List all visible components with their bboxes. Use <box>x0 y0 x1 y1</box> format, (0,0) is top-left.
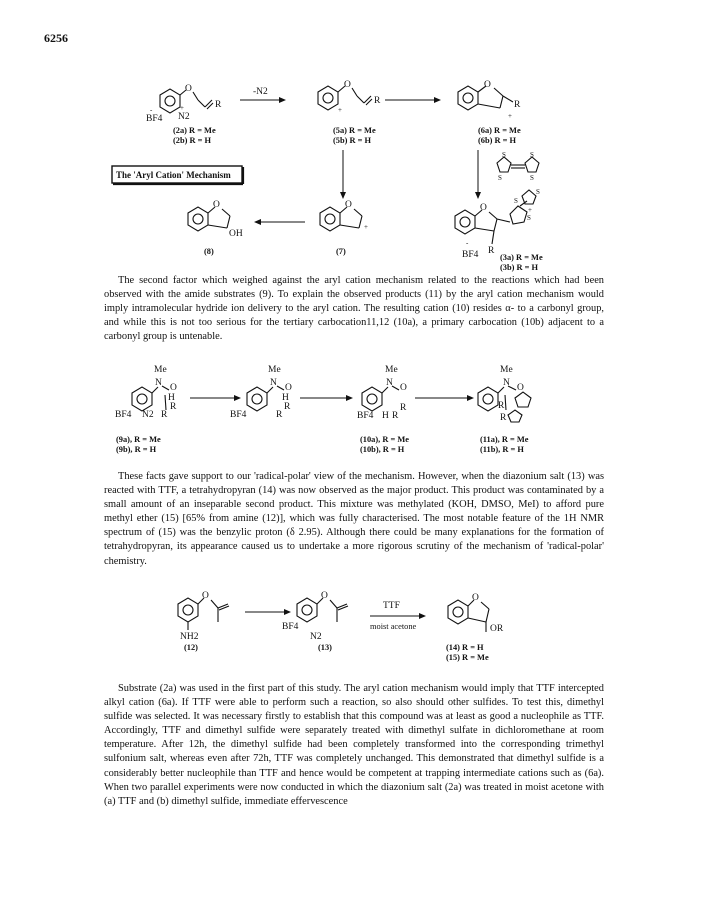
label-11b: (11b), R = H <box>480 445 524 454</box>
label-13: (13) <box>318 643 332 652</box>
svg-text:S: S <box>530 174 534 182</box>
label-8: (8) <box>204 247 214 256</box>
arrow-label-n2: -N2 <box>253 87 268 97</box>
svg-text:N: N <box>155 378 162 388</box>
svg-text:O: O <box>480 203 487 213</box>
svg-text:S: S <box>514 197 518 205</box>
svg-text:O: O <box>202 591 209 601</box>
structure-10 <box>357 365 407 421</box>
label-6b: (6b) R = H <box>478 136 517 145</box>
svg-text:BF4: BF4 <box>282 622 299 632</box>
svg-text:H: H <box>168 393 175 403</box>
scheme-tetrahydropyran <box>0 584 701 674</box>
svg-text:R: R <box>500 413 507 423</box>
svg-text:O: O <box>321 591 328 601</box>
svg-text:R: R <box>284 402 291 412</box>
structure-7 <box>320 200 368 231</box>
ttf-structure <box>497 151 539 182</box>
page-number: 6256 <box>44 31 68 45</box>
label-15: (15) R = Me <box>446 653 489 662</box>
svg-text:+: + <box>364 223 368 231</box>
svg-text:N: N <box>386 378 393 388</box>
svg-text:H: H <box>282 393 289 403</box>
structure-8 <box>188 200 243 239</box>
bf4-2: BF4 <box>146 114 163 124</box>
label-14: (14) R = H <box>446 643 484 652</box>
paragraph-2: These facts gave support to our 'radical-polar' view of the mechanism. However, when the diazonium salt (13) was reacted with TTF, a tetrahydropyran (14) was now observed as the major product. This product was contaminated by a small amount of an inseparable second product. This mixture was methylated (KOH, DMSO, MeI) to afford pure methyl ether (15) [65% from amine (12)], which was fully characterised. The most notable feature of the 1H NMR spectrum of (15) was the benzylic proton (δ 2.95). Although there could be many explanations for the formation of tetrahydropyran, its appearance caused us to undertake a more rigorous scrutiny of the mechanism of 'radical-polar' chemistry. <box>104 471 604 567</box>
atom-oh: OH <box>229 229 243 239</box>
svg-text:Me: Me <box>500 365 513 375</box>
svg-text:BF4: BF4 <box>357 411 374 421</box>
bf4-3: BF4 <box>462 250 479 260</box>
svg-text:O: O <box>285 383 292 393</box>
svg-text:R: R <box>276 410 283 420</box>
svg-text:R: R <box>392 411 399 421</box>
paragraph-3: Substrate (2a) was used in the first part of this study. The aryl cation mechanism would imply that TTF intercepted alkyl cation (6a). If TTF were able to perform such a reaction, so also should other sulfides. To test this, dimethyl sulfide was selected. It was necessary firstly to establish that this compound was at least as good a nucleophile as TTF. Accordingly, TTF and dimethyl sulfide were separately treated with dimethyl sulfate in dichloromethane at room temperature. After 12h, the dimethyl sulfide had been completely transformed into the corresponding trimethyl sulfonium salt, whereas even after 72h, TTF was completely unchanged. This demonstrated that dimethyl sulfide is a considerably better nucleophile than TTF and hence would be competent at trapping intermediate cations such as (6a). When two parallel experiments were now conducted in which the diazonium salt (2a) was treated in moist acetone with (a) TTF and (b) dimethyl sulfide, immediate effervescence <box>104 683 604 807</box>
label-3b: (3b) R = H <box>500 263 539 272</box>
svg-text:R: R <box>374 96 381 106</box>
svg-text:O: O <box>213 200 220 210</box>
paragraph-1: The second factor which weighed against the aryl cation mechanism related to the reactions which had been observed with the amide substrates (9). To explain the observed products (11) by the aryl cation mechanism would imply intramolecular hydride ion delivery to the aryl cation. The resulting cation (10) resides α- to a carbonyl group, and while this is not too serious for the tertiary carbocation11,12 (10a), a primary carbocation (10b) adjacent to a carbonyl group is untenable. <box>104 275 604 343</box>
label-11a: (11a), R = Me <box>480 435 529 444</box>
svg-text:S: S <box>530 151 534 159</box>
label-7: (7) <box>336 247 346 256</box>
svg-text:-: - <box>150 106 153 114</box>
svg-text:R: R <box>488 246 495 256</box>
svg-text:H: H <box>382 411 389 421</box>
svg-text:N2: N2 <box>142 410 154 420</box>
svg-text:N2: N2 <box>310 632 322 642</box>
svg-text:R: R <box>400 403 407 413</box>
label-5b: (5b) R = H <box>333 136 372 145</box>
svg-text:Me: Me <box>385 365 398 375</box>
mechanism-box-label: The 'Aryl Cation' Mechanism <box>116 170 231 180</box>
reagent-solvent: moist acetone <box>370 622 417 631</box>
svg-text:S: S <box>536 188 540 196</box>
structure-14-15 <box>448 593 504 634</box>
atom-o: O <box>185 84 192 94</box>
atom-n2: N2 <box>178 112 190 122</box>
label-2b: (2b) R = H <box>173 136 212 145</box>
structure-13 <box>282 591 348 642</box>
svg-text:O: O <box>400 383 407 393</box>
label-10a: (10a), R = Me <box>360 435 409 444</box>
svg-text:O: O <box>517 383 524 393</box>
label-3a: (3a) R = Me <box>500 253 543 262</box>
label-2a: (2a) R = Me <box>173 126 216 135</box>
structure-2 <box>146 84 222 124</box>
atom-r: R <box>215 100 222 110</box>
structure-6 <box>458 80 521 120</box>
svg-text:S: S <box>527 214 531 222</box>
svg-text:R: R <box>498 401 505 411</box>
svg-text:O: O <box>344 80 351 90</box>
svg-text:O: O <box>345 200 352 210</box>
svg-text:O: O <box>484 80 491 90</box>
reagent-ttf: TTF <box>383 601 400 611</box>
svg-text:BF4: BF4 <box>230 410 247 420</box>
atom-nh2: NH2 <box>180 632 199 642</box>
svg-text:O: O <box>472 593 479 603</box>
structure-9 <box>115 365 177 420</box>
label-6a: (6a) R = Me <box>478 126 521 135</box>
svg-text:+: + <box>338 106 342 114</box>
svg-text:R: R <box>170 402 177 412</box>
scheme-aryl-cation-mechanism <box>0 0 701 280</box>
label-5a: (5a) R = Me <box>333 126 376 135</box>
svg-text:Me: Me <box>268 365 281 375</box>
label-9a: (9a), R = Me <box>116 435 161 444</box>
structure-12 <box>178 591 229 642</box>
svg-text:S: S <box>502 151 506 159</box>
label-9b: (9b), R = H <box>116 445 157 454</box>
svg-text:N: N <box>270 378 277 388</box>
svg-text:O: O <box>170 383 177 393</box>
svg-text:+: + <box>508 112 512 120</box>
svg-text:R: R <box>161 410 168 420</box>
svg-text:BF4: BF4 <box>115 410 132 420</box>
svg-text:+: + <box>180 104 184 112</box>
label-12: (12) <box>184 643 198 652</box>
svg-text:S: S <box>498 174 502 182</box>
atom-or: OR <box>490 624 504 634</box>
scheme-amide-substrates <box>0 360 701 470</box>
structure-3 <box>455 188 540 260</box>
svg-text:-: - <box>466 239 469 247</box>
structure-intermediate <box>230 365 292 420</box>
label-10b: (10b), R = H <box>360 445 405 454</box>
structure-5 <box>318 80 381 114</box>
svg-text:Me: Me <box>154 365 167 375</box>
svg-text:N: N <box>503 378 510 388</box>
svg-text:+: + <box>528 206 532 214</box>
svg-text:R: R <box>514 100 521 110</box>
structure-11 <box>478 365 531 423</box>
